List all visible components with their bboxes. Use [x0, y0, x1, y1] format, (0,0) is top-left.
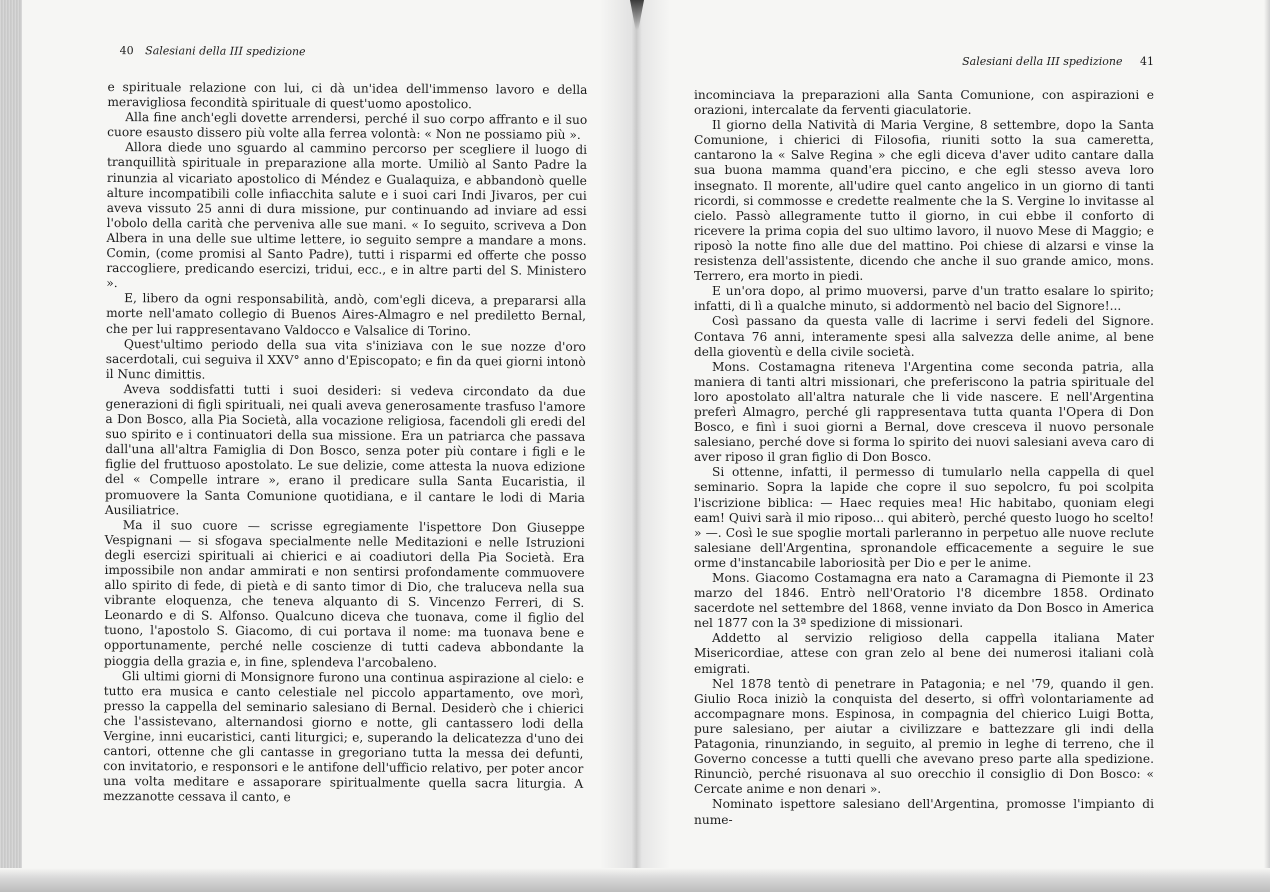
paragraph: Nel 1878 tentò di penetrare in Patagonia; e nel '79, quando il gen. Giulio Roca iniziò la conquista del deserto, si offrì volontariamente ad accompagnare mons. Espinosa, in compagnia del chierico Luigi Botta, pure salesiano, per aiutar a civilizzare e battezzare gli indi della Patagonia, rinunziando, in seguito, al premio in leghe di terreno, che il Governo concesse a tutti quelli che avevano preso parte alla spedizione. Rinunciò, perché risuonava al suo orecchio il consiglio di Don Bosco: « Cercate anime e non denari ».: [694, 676, 1154, 797]
right-page-edge: [1264, 0, 1270, 892]
paragraph: Aveva soddisfatti tutti i suoi desideri: si vedeva circondato da due generazioni di figli spirituali, nei quali aveva generosamente trasfuso l'amore a Don Bosco, alla Pia Società, alla vocazione religiosa, facendoli gli eredi del suo spirito e i continuatori della sua missione. Era un patriarca che passava dall'una all'altra Famiglia di Don Bosco, senza poter più contare i figli e le figlie del fruttuoso apostolato. Le sue delizie, come attesta la nuova edizione del « Compelle intrare », erano il predicare sulla Santa Eucaristia, il promuovere la Santa Comunione quotidiana, e il cantare le lodi di Maria Ausiliatrice.: [104, 381, 586, 518]
running-head-title: Salesiani della III spedizione: [962, 55, 1123, 68]
bottom-page-edge: [0, 868, 1270, 892]
page-number: 40: [119, 44, 134, 58]
left-page: [103, 0, 588, 805]
paragraph: incominciava la preparazioni alla Santa Comunione, con aspirazioni e orazioni, intercalate da ferventi giaculatorie.: [694, 88, 1154, 118]
paragraph: Così passano da questa valle di lacrime i servi fedeli del Signore. Contava 76 anni, interamente spesi alla salvezza delle anime, al bene della gioventù e della civile società.: [694, 314, 1154, 359]
paragraph: Quest'ultimo periodo della sua vita s'iniziava con le sue nozze d'oro sacerdotali, cui seguiva il XXV° anno d'Episcopato; e fin da quei giorni intonò il Nunc dimittis.: [105, 336, 586, 382]
paragraph: Gli ultimi giorni di Monsignore furono una continua aspirazione al cielo: e tutto era musica e canto celestiale nel piccolo appartamento, ove morì, presso la cappella del seminario salesiano di Bernal. Desiderò che i chierici che l'assistevano, alternandosi giorno e notte, gli cantassero lodi della Vergine, inni eucaristici, canti liturgici; e, superando la delicatezza d'uno dei cantori, ottenne che gli cantasse in gregoriano tutta la messa dei defunti, con invitatorio, e responsori e le antifone dell'ufficio relativo, per poter ancor una volta meditare e assaporare spiritualmente quella sacra liturgia. A mezzanotte cessava il canto, e: [103, 668, 584, 805]
left-body-text: [103, 80, 587, 807]
paragraph: Nominato ispettore salesiano dell'Argentina, promosse l'impianto di nume-: [694, 797, 1154, 827]
paragraph: E, libero da ogni responsabilità, andò, com'egli diceva, a prepararsi alla morte nell'amato collegio di Buenos Aires-Almagro e nel prediletto Bernal, che per lui rappresentavano Valdocco e Valsalice di Torino.: [105, 291, 587, 338]
book-gutter: [600, 0, 670, 892]
right-body-text: [694, 88, 1154, 828]
pencil-mark: [1216, 456, 1228, 470]
paragraph: Si ottenne, infatti, il permesso di tumularlo nella cappella di quel seminario. Sopra la lapide che copre il suo sepolcro, fu poi scolpita l'iscrizione biblica: — Haec requies mea! Hic habitabo, quoniam elegi eam! Quivi sarà il mio riposo... qui abiterò, perché questo luogo ho scelto! » —. Così le sue spoglie mortali parleranno in perpetuo alle nuove reclute salesiane dell'Argentina, spronandole efficacemente a seguire le sue orme d'instancabile laboriosità per Dio e per le anime.: [694, 465, 1154, 570]
paragraph: Addetto al servizio religioso della cappella italiana Mater Misericordiae, attese con gran zelo al bene dei numerosi italiani colà emigrati.: [694, 631, 1154, 676]
paragraph: Mons. Costamagna riteneva l'Argentina come seconda patria, alla maniera di tanti altri missionari, che preferiscono la patria spirituale del loro apostolato all'altra naturale che li vide nascere. E nell'Argentina preferì Almagro, perché gli rappresentava tutta quanta l'Opera di Don Bosco, e finì i suoi giorni a Bernal, dove cresceva il nuovo personale salesiano, perché dove si forma lo spirito dei nuovi salesiani aveva caro di aver riposo il gran figlio di Don Bosco.: [694, 359, 1154, 465]
left-running-head: [120, 44, 306, 58]
paragraph: Allora diede uno sguardo al cammino percorso per scegliere il luogo di tranquillità spirituale in preparazione alla morte. Umiliò al Santo Padre la rinunzia al vicariato apostolico di Méndez e Gualaquiza, e abbandonò quelle alture incompatibili colle infiacchita salute e i suoi cari Indi Jivaros, per cui aveva vissuto 25 anni di dura missione, pur continuando ad inviare ad essi l'obolo della carità che perveniva alle sue mani. « Io seguito, scriveva a Don Albera in una delle sue ultime lettere, io seguito sempre a mandare a mons. Comin, (come promisi al Santo Padre), tutti i risparmi ed offerte che posso raccogliere, predicando esercizi, tridui, ecc., e in altre parti del S. Ministero ».: [106, 140, 588, 291]
running-head-title: Salesiani della III spedizione: [145, 44, 306, 59]
paragraph: Alla fine anch'egli dovette arrendersi, perché il suo corpo affranto e il suo cuore esausto dissero più volte alla ferrea volontà: « Non ne possiamo più ».: [107, 110, 588, 143]
paragraph: Il giorno della Natività di Maria Vergine, 8 settembre, dopo la Santa Comunione, i chierici di Filosofia, riuniti sotto la sua cameretta, cantarono la « Salve Regina » che egli diceva d'aver udito cantare dalla sua buona mamma quand'era piccino, e che egli stesso aveva loro insegnato. Il morente, all'udire quel canto angelico in un giorno di tanti ricordi, si commosse e credette realmente che la S. Vergine lo invitasse al cielo. Passò allegramente tutto il giorno, in cui ebbe il conforto di ricevere la prima copia del suo ultimo lavoro, il nuovo Mese di Maggio; e riposò la notte fino alle due del mattino. Poi chiese di alzarsi e vinse la resistenza dell'assistente, dicendo che anche il suo grande amico, mons. Terrero, era morto in piedi.: [694, 118, 1154, 284]
left-page-edge: [0, 0, 22, 892]
paragraph: Mons. Giacomo Costamagna era nato a Caramagna di Piemonte il 23 marzo del 1846. Entrò nell'Oratorio l'8 dicembre 1858. Ordinato sacerdote nel settembre del 1868, venne inviato da Don Bosco in America nel 1877 con la 3ª spedizione di missionari.: [694, 571, 1154, 631]
paragraph: E un'ora dopo, al primo muoversi, parve d'un tratto esalare lo spirito; infatti, di lì a qualche minuto, si addormentò nel bacio del Signore!...: [694, 284, 1154, 314]
paragraph: e spirituale relazione con lui, ci dà un'idea dell'immenso lavoro e della meravigliosa fecondità spirituale di quest'uomo apostolico.: [107, 79, 588, 112]
page-number: 41: [1140, 55, 1154, 68]
paragraph: Ma il suo cuore — scrisse egregiamente l'ispettore Don Giuseppe Vespignani — si sfogava specialmente nelle Meditazioni e nelle Istruzioni degli esercizi spirituali ai chierici e ai coadiutori della Pia Società. Era impossibile non andar ammirati e non sentirsi profondamente commuovere allo spirito di fede, di pietà e di santo timor di Dio, che traluceva nella sua vibrante eloquenza, che teneva alquanto di S. Vincenzo Ferreri, di S. Leonardo e di S. Alfonso. Qualcuno diceva che tuonava, come il figlio del tuono, l'apostolo S. Giacomo, di cui portava il nome: ma tuonava bene e opportunamente, perché nelle coscienze di tutti cadeva abbondante la pioggia della grazia e, in fine, splendeva l'arcobaleno.: [103, 517, 585, 670]
right-running-head: [854, 55, 1154, 68]
